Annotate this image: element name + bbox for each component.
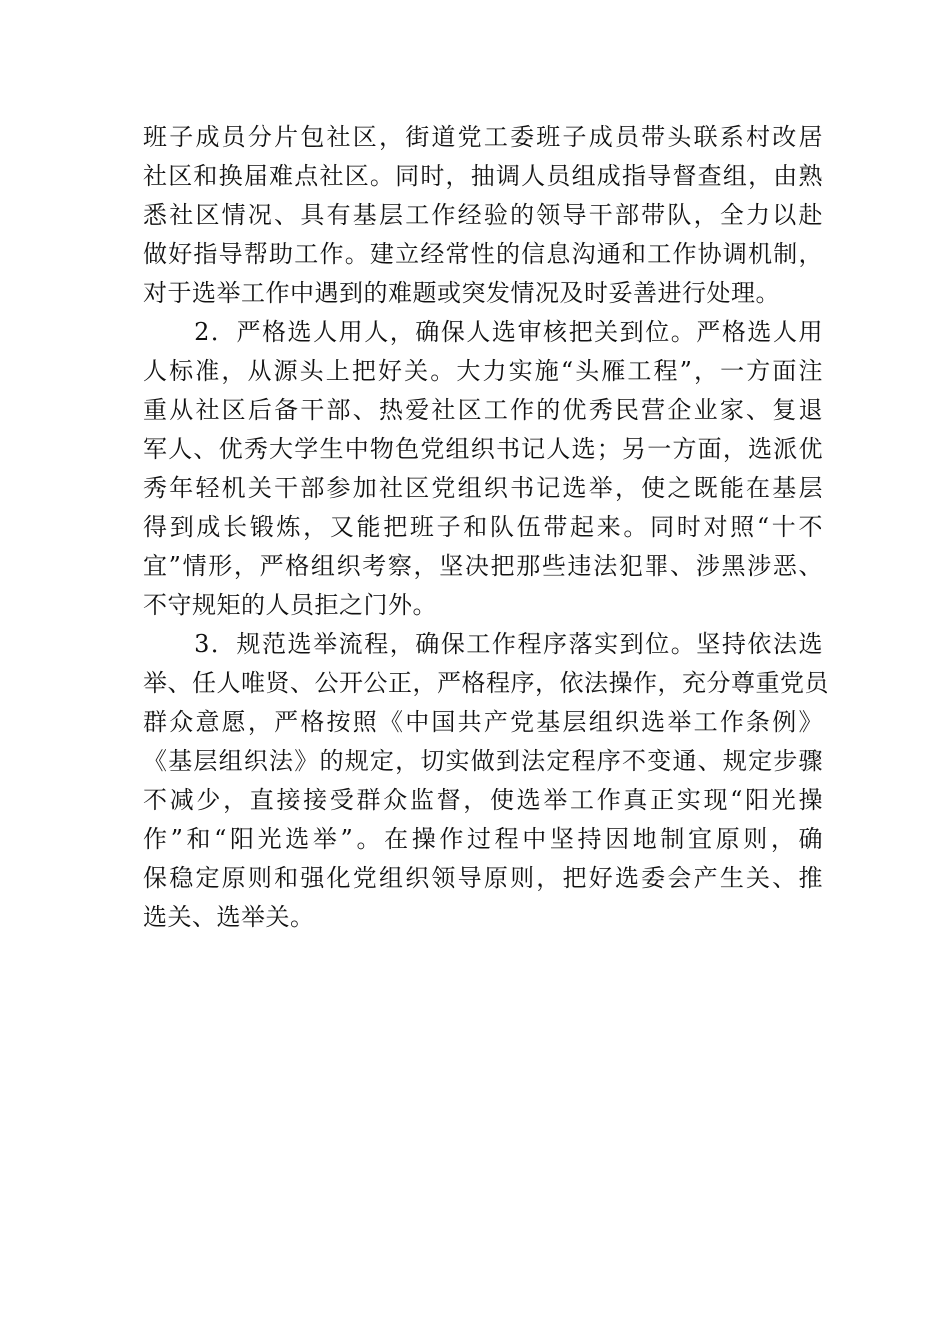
text-line: 选关、选举关。 bbox=[143, 903, 315, 931]
text-line: 宜”情形，严格组织考察，坚决把那些违法犯罪、涉黑涉恶、 bbox=[143, 552, 823, 580]
text-line: 对于选举工作中遇到的难题或突发情况及时妥善进行处理。 bbox=[143, 279, 780, 307]
text-line: 悉社区情况、具有基层工作经验的领导干部带队，全力以赴 bbox=[143, 201, 823, 229]
text-line: 做好指导帮助工作。建立经常性的信息沟通和工作协调机制， bbox=[143, 240, 823, 268]
text-line: 得到成长锻炼，又能把班子和队伍带起来。同时对照“十不 bbox=[143, 513, 823, 541]
paragraph-3 bbox=[143, 625, 829, 937]
text-line: 不守规矩的人员拒之门外。 bbox=[143, 591, 437, 619]
paragraph-2 bbox=[143, 313, 823, 625]
text-line: 班子成员分片包社区，街道党工委班子成员带头联系村改居 bbox=[143, 123, 823, 151]
text-line: 群众意愿，严格按照《中国共产党基层组织选举工作条例》 bbox=[143, 708, 823, 736]
text-line: 秀年轻机关干部参加社区党组织书记选举，使之既能在基层 bbox=[143, 474, 823, 502]
text-line: 举、任人唯贤、公开公正，严格程序，依法操作，充分尊重党员 bbox=[143, 669, 829, 697]
text-line: 《基层组织法》的规定，切实做到法定程序不变通、规定步骤 bbox=[143, 747, 823, 775]
text-line: 2．严格选人用人，确保人选审核把关到位。严格选人用 bbox=[143, 318, 823, 346]
text-line: 人标准，从源头上把好关。大力实施“头雁工程”，一方面注 bbox=[143, 357, 823, 385]
text-line: 军人、优秀大学生中物色党组织书记人选；另一方面，选派优 bbox=[143, 435, 823, 463]
text-line: 3．规范选举流程，确保工作程序落实到位。坚持依法选 bbox=[143, 630, 823, 658]
text-line: 重从社区后备干部、热爱社区工作的优秀民营企业家、复退 bbox=[143, 396, 823, 424]
text-line: 不减少，直接接受群众监督，使选举工作真正实现“阳光操 bbox=[143, 786, 823, 814]
paragraph-1 bbox=[143, 118, 823, 313]
text-line: 社区和换届难点社区。同时，抽调人员组成指导督查组，由熟 bbox=[143, 162, 823, 190]
document-body bbox=[143, 118, 829, 937]
text-line: 保稳定原则和强化党组织领导原则，把好选委会产生关、推 bbox=[143, 864, 823, 892]
text-line: 作”和“阳光选举”。在操作过程中坚持因地制宜原则，确 bbox=[143, 825, 823, 853]
